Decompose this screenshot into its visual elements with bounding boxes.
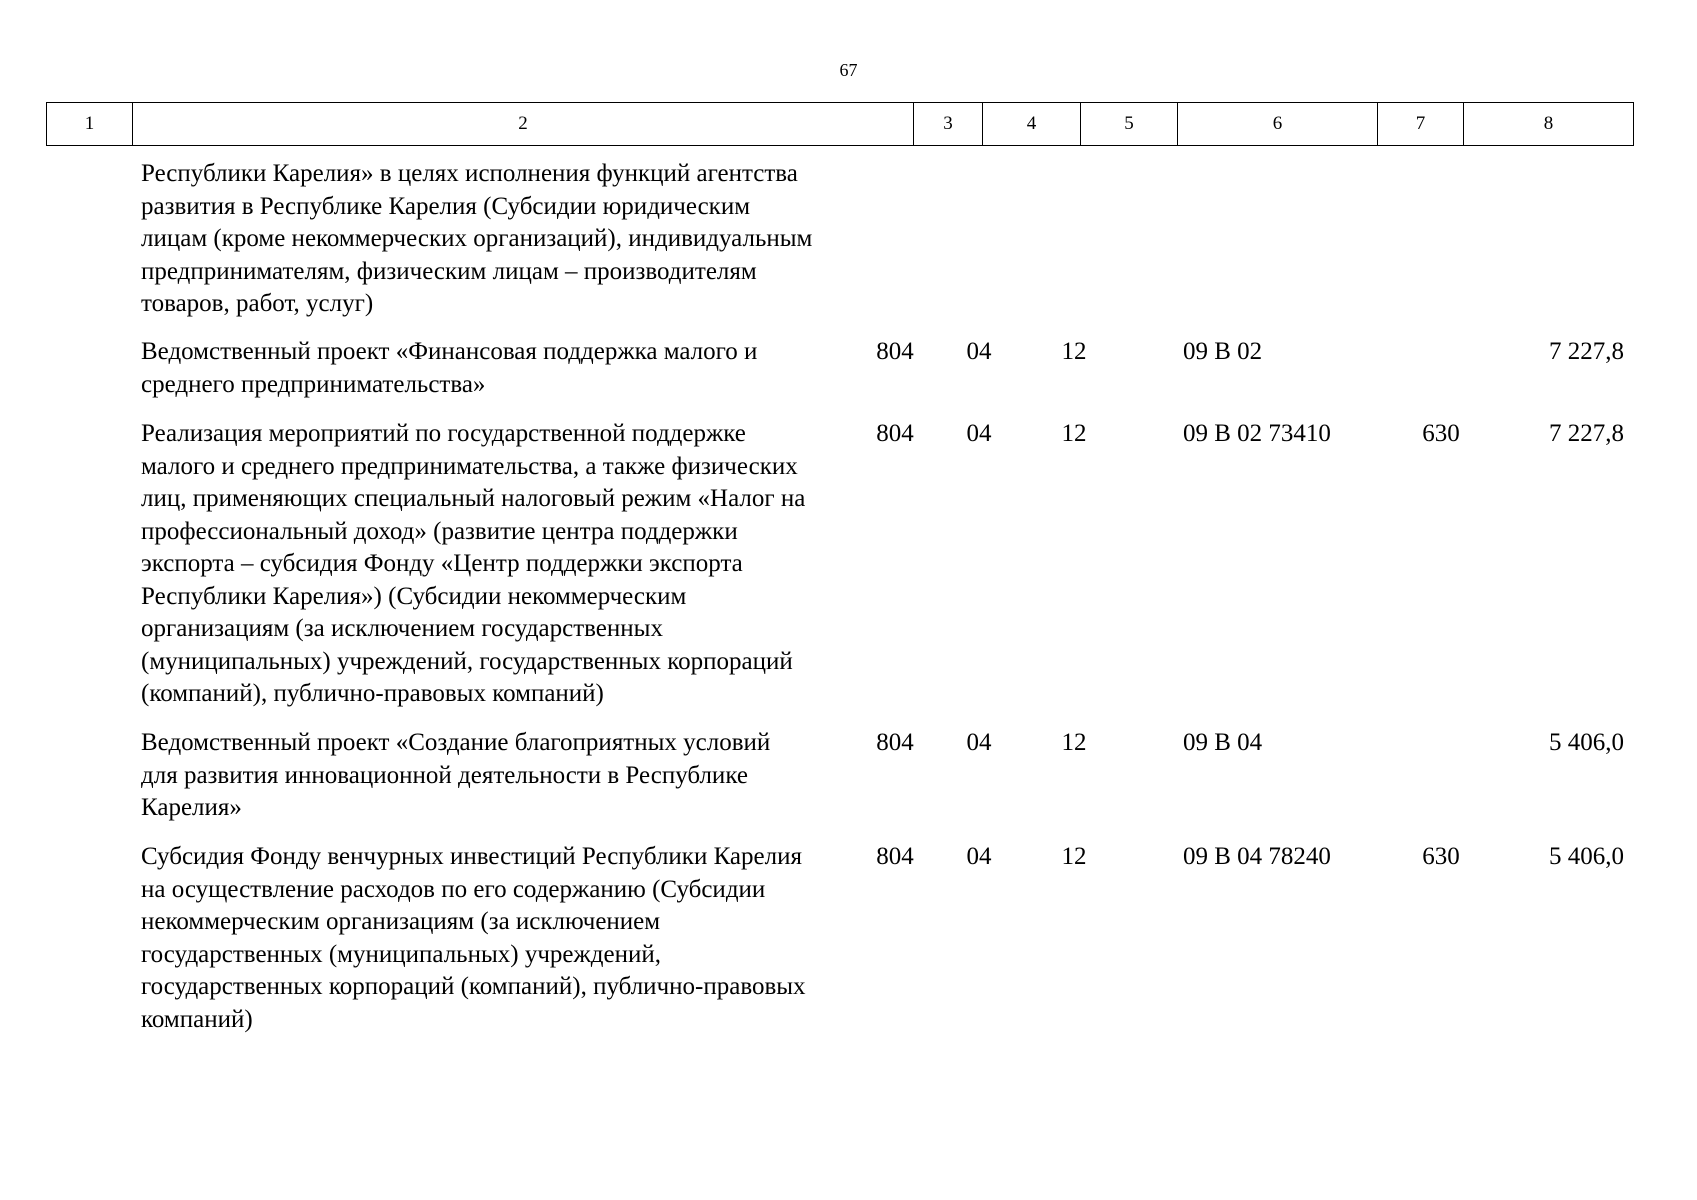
header-col-8: 8 bbox=[1464, 103, 1634, 146]
header-col-4: 4 bbox=[983, 103, 1081, 146]
description-line: Карелия» bbox=[141, 794, 242, 821]
column-number-header bbox=[46, 102, 1634, 146]
description-line: Ведомственный проект «Создание благоприятных условий bbox=[141, 729, 771, 756]
row-description bbox=[141, 158, 951, 321]
description-line: лицам (кроме некоммерческих организаций), индивидуальным bbox=[141, 225, 813, 252]
description-line: лиц, применяющих специальный налоговый режим «Налог на bbox=[141, 485, 806, 512]
subsection-code: 12 bbox=[1061, 843, 1087, 870]
description-line: Ведомственный проект «Финансовая поддержка малого и bbox=[141, 338, 758, 365]
description-line: предпринимателям, физическим лицам – производителям bbox=[141, 257, 757, 285]
section-code: 04 bbox=[966, 729, 992, 756]
description-line: государственных (муниципальных) учреждений, bbox=[141, 940, 661, 968]
description-line: компаний) bbox=[141, 1005, 253, 1033]
description-line: некоммерческим организациям (за исключением bbox=[141, 908, 661, 935]
header-col-1: 1 bbox=[47, 103, 133, 146]
header-col-3: 3 bbox=[914, 103, 983, 146]
header-col-2: 2 bbox=[133, 103, 914, 146]
ministry-code: 804 bbox=[876, 338, 914, 365]
description-line: профессиональный доход» (развитие центра поддержки bbox=[141, 517, 738, 545]
subsection-code: 12 bbox=[1061, 729, 1087, 756]
description-line: товаров, работ, услуг) bbox=[141, 290, 374, 317]
description-line: для развития инновационной деятельности в Республике bbox=[141, 761, 748, 789]
description-line: на осуществление расходов по его содержанию (Субсидии bbox=[141, 875, 766, 903]
row-description bbox=[141, 418, 951, 711]
subsection-code: 12 bbox=[1061, 338, 1087, 365]
expense-type-code: 630 bbox=[1422, 420, 1460, 447]
ministry-code: 804 bbox=[876, 729, 914, 756]
row-description bbox=[141, 727, 951, 825]
header-col-6: 6 bbox=[1178, 103, 1378, 146]
description-line: малого и среднего предпринимательства, а также физических bbox=[141, 452, 798, 480]
description-line: (компаний), публично-правовых компаний) bbox=[141, 680, 604, 707]
subsection-code: 12 bbox=[1061, 420, 1087, 447]
target-article-code: 09 В 02 73410 bbox=[1183, 420, 1331, 447]
section-code: 04 bbox=[966, 420, 992, 447]
page-number: 67 bbox=[839, 60, 858, 80]
ministry-code: 804 bbox=[876, 843, 914, 870]
description-line: Субсидия Фонду венчурных инвестиций Республики Карелия bbox=[141, 843, 802, 870]
description-line: развития в Республике Карелия (Субсидии юридическим bbox=[141, 192, 751, 220]
target-article-code: 09 В 02 bbox=[1183, 338, 1263, 365]
header-col-7: 7 bbox=[1378, 103, 1464, 146]
section-code: 04 bbox=[966, 843, 992, 870]
target-article-code: 09 В 04 78240 bbox=[1183, 843, 1331, 870]
row-description bbox=[141, 336, 951, 401]
amount: 7 227,8 bbox=[1549, 420, 1624, 447]
header-col-5: 5 bbox=[1081, 103, 1178, 146]
target-article-code: 09 В 04 bbox=[1183, 729, 1263, 756]
section-code: 04 bbox=[966, 338, 992, 365]
description-line: Республики Карелия» в целях исполнения функций агентства bbox=[141, 160, 798, 187]
amount: 5 406,0 bbox=[1549, 729, 1624, 756]
ministry-code: 804 bbox=[876, 420, 914, 447]
amount: 5 406,0 bbox=[1549, 843, 1624, 870]
description-line: Республики Карелия») (Субсидии некоммерческим bbox=[141, 582, 687, 610]
description-line: (муниципальных) учреждений, государственных корпораций bbox=[141, 647, 793, 675]
amount: 7 227,8 bbox=[1549, 338, 1624, 365]
row-description bbox=[141, 841, 951, 1036]
description-line: Реализация мероприятий по государственной поддержке bbox=[141, 420, 746, 447]
description-line: организациям (за исключением государственных bbox=[141, 615, 663, 642]
description-line: среднего предпринимательства» bbox=[141, 370, 486, 398]
description-line: экспорта – субсидия Фонду «Центр поддержки экспорта bbox=[141, 550, 743, 577]
expense-type-code: 630 bbox=[1422, 843, 1460, 870]
description-line: государственных корпораций (компаний), публично-правовых bbox=[141, 973, 806, 1000]
